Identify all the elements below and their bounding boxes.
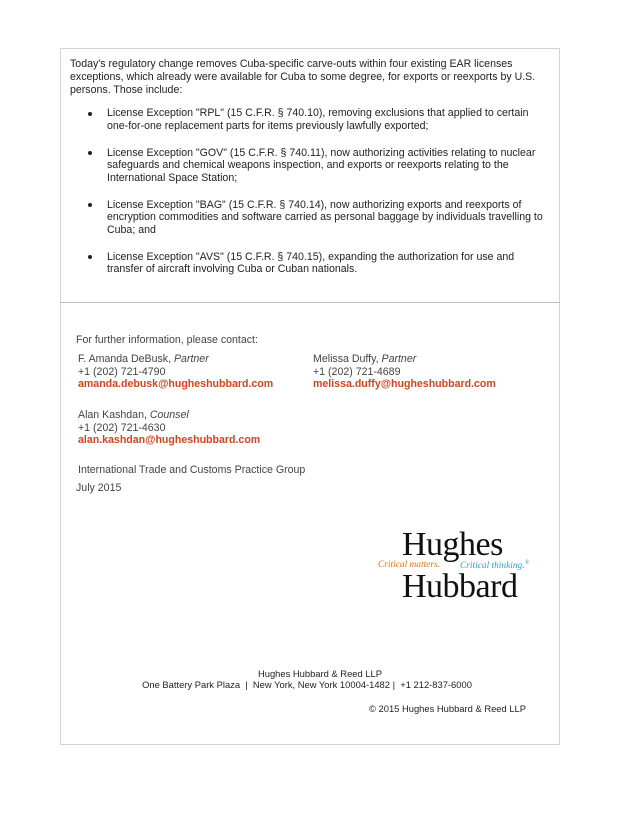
footer-address: One Battery Park Plaza | New York, New York 10004-1482 | +1 212-837-6000	[142, 679, 472, 690]
contact-role: Partner	[381, 353, 417, 365]
list-item-text: License Exception "RPL" (15 C.F.R. § 740.10), removing exclusions that applied to certain one-for-one replacement parts for items previously lawfully exported;	[107, 107, 529, 132]
list-item	[88, 147, 550, 185]
list-item	[88, 199, 550, 237]
hughes-hubbard-logo	[376, 528, 546, 608]
contact-name-line	[78, 353, 273, 366]
contact-phone: +1 (202) 721-4630	[78, 421, 166, 434]
list-item	[88, 251, 550, 276]
footer-firm-name: Hughes Hubbard & Reed LLP	[257, 668, 383, 679]
contact-name: Alan Kashdan,	[78, 409, 150, 421]
contact-email-link[interactable]: amanda.debusk@hugheshubbard.com	[78, 378, 274, 390]
contact-email-link[interactable]: alan.kashdan@hugheshubbard.com	[78, 434, 261, 446]
bullet-icon	[88, 151, 92, 155]
list-item-text: License Exception "GOV" (15 C.F.R. § 740.11), now authorizing activities relating to nuclear safeguards and chemical weapons inspection, and exports or reexports relating to the International Space Station;	[107, 146, 536, 184]
footer-copyright: © 2015 Hughes Hubbard & Reed LLP	[369, 703, 527, 714]
contact-role: Partner	[173, 353, 209, 365]
contact-name: F. Amanda DeBusk,	[78, 353, 174, 365]
list-item-text: License Exception "AVS" (15 C.F.R. § 740.15), expanding the authorization for use and transfer of aircraft involving Cuba or Cuban nationals.	[107, 250, 515, 275]
contact-card-kashdan	[78, 409, 260, 447]
logo-word-hughes: Hughes	[402, 526, 503, 563]
contact-email-link[interactable]: melissa.duffy@hugheshubbard.com	[313, 378, 496, 390]
contact-card-duffy	[313, 353, 496, 391]
practice-group: International Trade and Customs Practice Group	[78, 464, 306, 476]
logo-word-hubbard: Hubbard	[402, 568, 518, 605]
list-item	[88, 107, 550, 132]
intro-paragraph: Today's regulatory change removes Cuba-specific carve-outs within four existing EAR licenses exceptions, which already were available for Cuba to some degree, for exports or reexports by U.S. persons. Those include:	[70, 58, 536, 96]
contact-name-line	[78, 409, 260, 422]
bullet-icon	[88, 112, 92, 116]
license-exception-list	[88, 107, 550, 290]
contact-phone: +1 (202) 721-4790	[78, 365, 166, 378]
section-divider	[60, 302, 560, 303]
publication-date: July 2015	[76, 482, 122, 494]
contact-phone: +1 (202) 721-4689	[313, 365, 401, 378]
trademark-symbol: ®	[524, 560, 530, 566]
bullet-icon	[88, 203, 92, 207]
logo-tagline-thinking-text: Critical thinking.	[460, 561, 525, 572]
bullet-icon	[88, 255, 92, 259]
contact-card-debusk	[78, 353, 273, 391]
contact-heading: For further information, please contact:	[76, 334, 258, 346]
contact-name-line	[313, 353, 496, 366]
contact-name: Melissa Duffy,	[313, 353, 382, 365]
logo-tagline-matters: Critical matters.	[378, 560, 440, 570]
list-item-text: License Exception "BAG" (15 C.F.R. § 740.14), now authorizing exports and reexports of encryption commodities and software carried as personal baggage by individuals travelling to Cuba; and	[107, 198, 543, 236]
contact-role: Counsel	[149, 409, 189, 421]
